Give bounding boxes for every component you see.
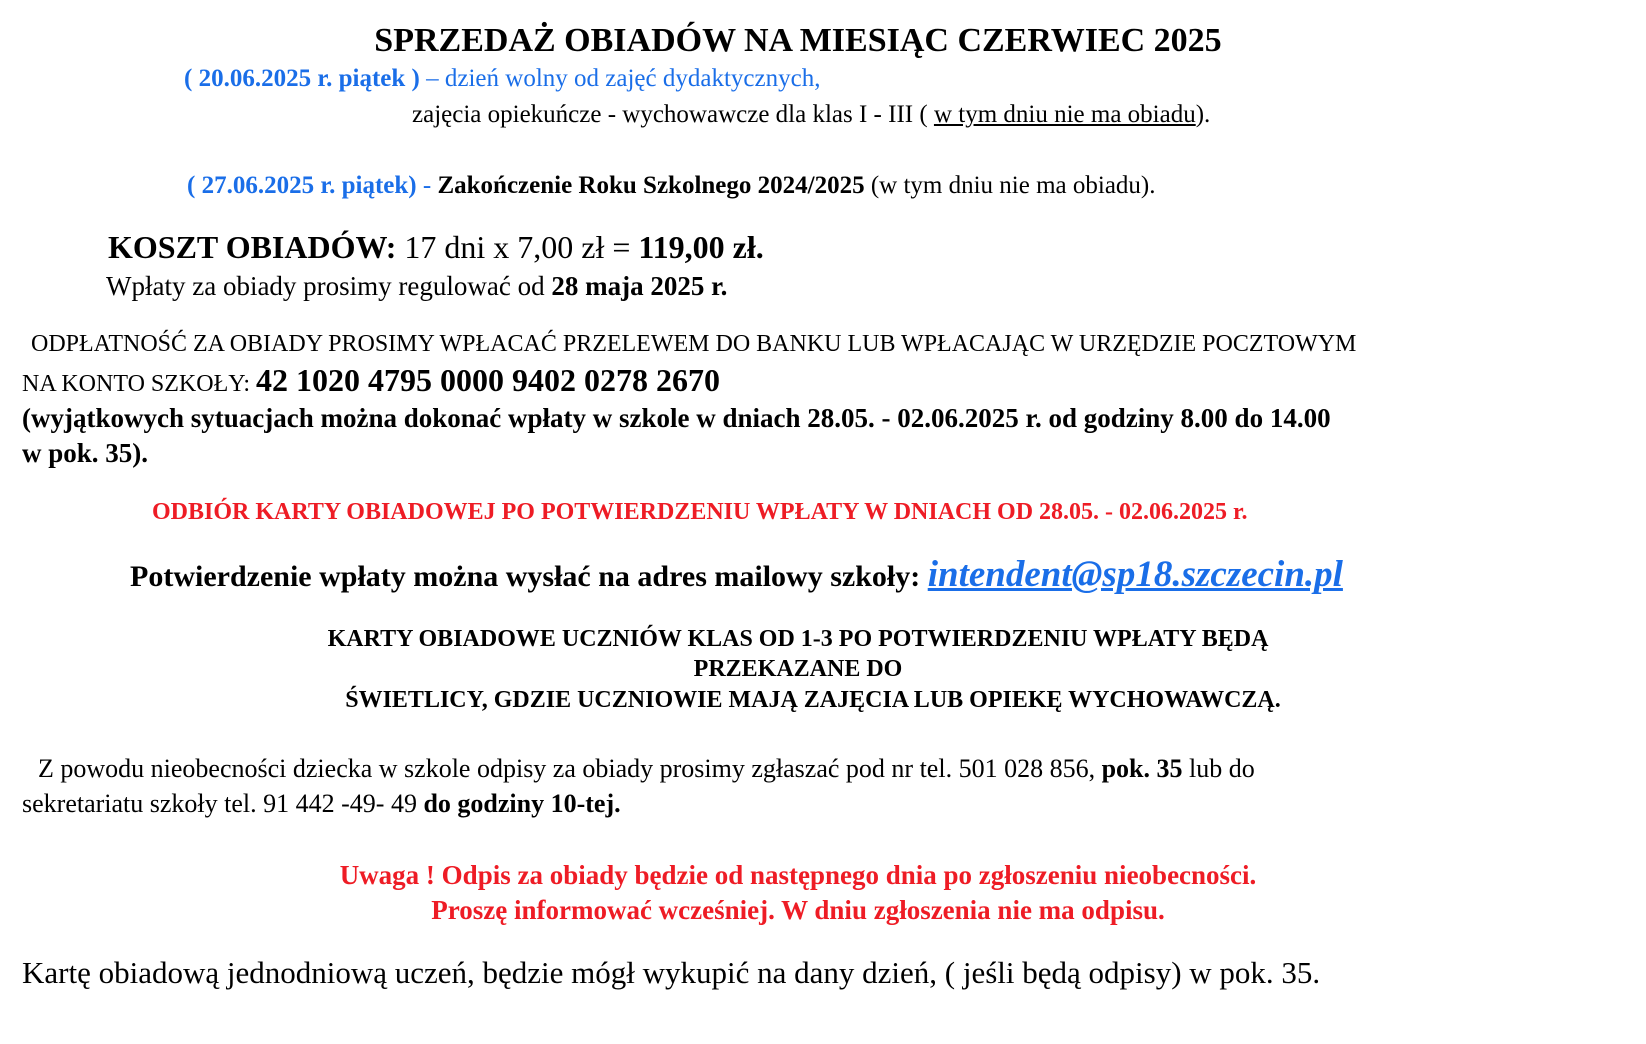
cards-info-text-1: KARTY OBIADOWE UCZNIÓW KLAS OD 1-3 PO POTWIERDZENIU WPŁATY BĘDĄ <box>327 626 1269 652</box>
absence-room: pok. 35 <box>1101 754 1183 783</box>
school-payment-text-1: (wyjątkowych sytuacjach można dokonać wpłaty w szkole w dniach 28.05. - 02.06.2025 r. od godziny 8.00 do 14.00 <box>22 403 1331 433</box>
cards-info-line-1 <box>0 627 1646 651</box>
cards-info-line-3 <box>0 688 1646 712</box>
care-suffix: ). <box>1195 101 1211 128</box>
care-prefix: zajęcia opiekuńcze - wychowawcze dla klas I - III ( <box>412 101 934 128</box>
end-of-year-date: ( 27.06.2025 r. piątek) <box>187 172 417 199</box>
day-off-notice <box>184 66 820 91</box>
end-of-year-note: (w tym dniu nie ma obiadu). <box>864 172 1156 199</box>
day-off-date: ( 20.06.2025 r. piątek ) <box>184 65 420 92</box>
absence-tail: lub do <box>1182 754 1255 783</box>
cards-info-text-3: ŚWIETLICY, GDZIE UCZNIOWIE MAJĄ ZAJĘCIA LUB OPIEKĘ WYCHOWAWCZĄ. <box>345 687 1281 713</box>
absence-line-2 <box>22 791 621 817</box>
payment-start-date: 28 maja 2025 r. <box>551 271 728 301</box>
single-day-card-text: Kartę obiadową jednodniową uczeń, będzie mógł wykupić na dany dzień, ( jeśli będą odpisy) w pok. 35. <box>22 955 1321 990</box>
care-notice <box>412 102 1210 127</box>
cost-line <box>108 231 764 263</box>
cards-info-text-2: PRZEKAZANE DO <box>693 656 903 682</box>
absence-text-1: Z powodu nieobecności dziecka w szkole odpisy za obiady prosimy zgłaszać pod nr tel. 501 028 856, <box>38 754 1102 783</box>
care-no-lunch: w tym dniu nie ma obiadu <box>933 101 1196 128</box>
school-payment-line-1 <box>22 405 1331 432</box>
payment-start-text: Wpłaty za obiady prosimy regulować od <box>106 271 552 301</box>
account-line <box>22 364 720 396</box>
absence-deadline: do godziny 10-tej. <box>423 789 621 818</box>
payment-start-line <box>106 273 727 300</box>
warning-text-2: Proszę informować wcześniej. W dniu zgłoszenia nie ma odpisu. <box>431 895 1165 925</box>
confirmation-line <box>130 556 1343 593</box>
cost-formula: 17 dni x 7,00 zł = <box>396 229 639 265</box>
absence-line-1 <box>38 756 1255 782</box>
end-of-year-dash: - <box>416 172 438 199</box>
bank-transfer-line <box>31 332 1356 356</box>
card-pickup-notice <box>152 500 1247 524</box>
warning-line-1 <box>0 862 1646 889</box>
account-number: 42 1020 4795 0000 9402 0278 2670 <box>256 362 721 398</box>
school-payment-text-2: w pok. 35). <box>22 438 149 468</box>
account-label: NA KONTO SZKOŁY: <box>22 371 257 397</box>
confirmation-text: Potwierdzenie wpłaty można wysłać na adres mailowy szkoły: <box>130 560 928 593</box>
page-title <box>0 24 1646 58</box>
school-payment-line-2 <box>22 440 148 467</box>
end-of-year-notice <box>187 173 1156 198</box>
card-pickup-text: ODBIÓR KARTY OBIADOWEJ PO POTWIERDZENIU WPŁATY W DNIACH OD 28.05. - 02.06.2025 r. <box>152 499 1248 525</box>
page-title-text: SPRZEDAŻ OBIADÓW NA MIESIĄC CZERWIEC 2025 <box>374 22 1222 59</box>
single-day-card-notice <box>22 957 1320 988</box>
end-of-year-event: Zakończenie Roku Szkolnego 2024/2025 <box>437 172 865 199</box>
email-link[interactable]: intendent@sp18.szczecin.pl <box>927 554 1343 595</box>
day-off-description: – dzień wolny od zajęć dydaktycznych, <box>419 65 821 92</box>
bank-transfer-text: ODPŁATNOŚĆ ZA OBIADY PROSIMY WPŁACAĆ PRZELEWEM DO BANKU LUB WPŁACAJĄC W URZĘDZIE POCZTOWYM <box>31 331 1357 357</box>
warning-line-2 <box>0 897 1646 924</box>
warning-text-1: Uwaga ! Odpis za obiady będzie od następnego dnia po zgłoszeniu nieobecności. <box>339 860 1257 890</box>
cost-total: 119,00 zł. <box>638 229 764 265</box>
cards-info-line-2 <box>0 657 1646 681</box>
absence-text-2: sekretariatu szkoły tel. 91 442 -49- 49 <box>22 789 424 818</box>
cost-label: KOSZT OBIADÓW: <box>108 229 397 265</box>
